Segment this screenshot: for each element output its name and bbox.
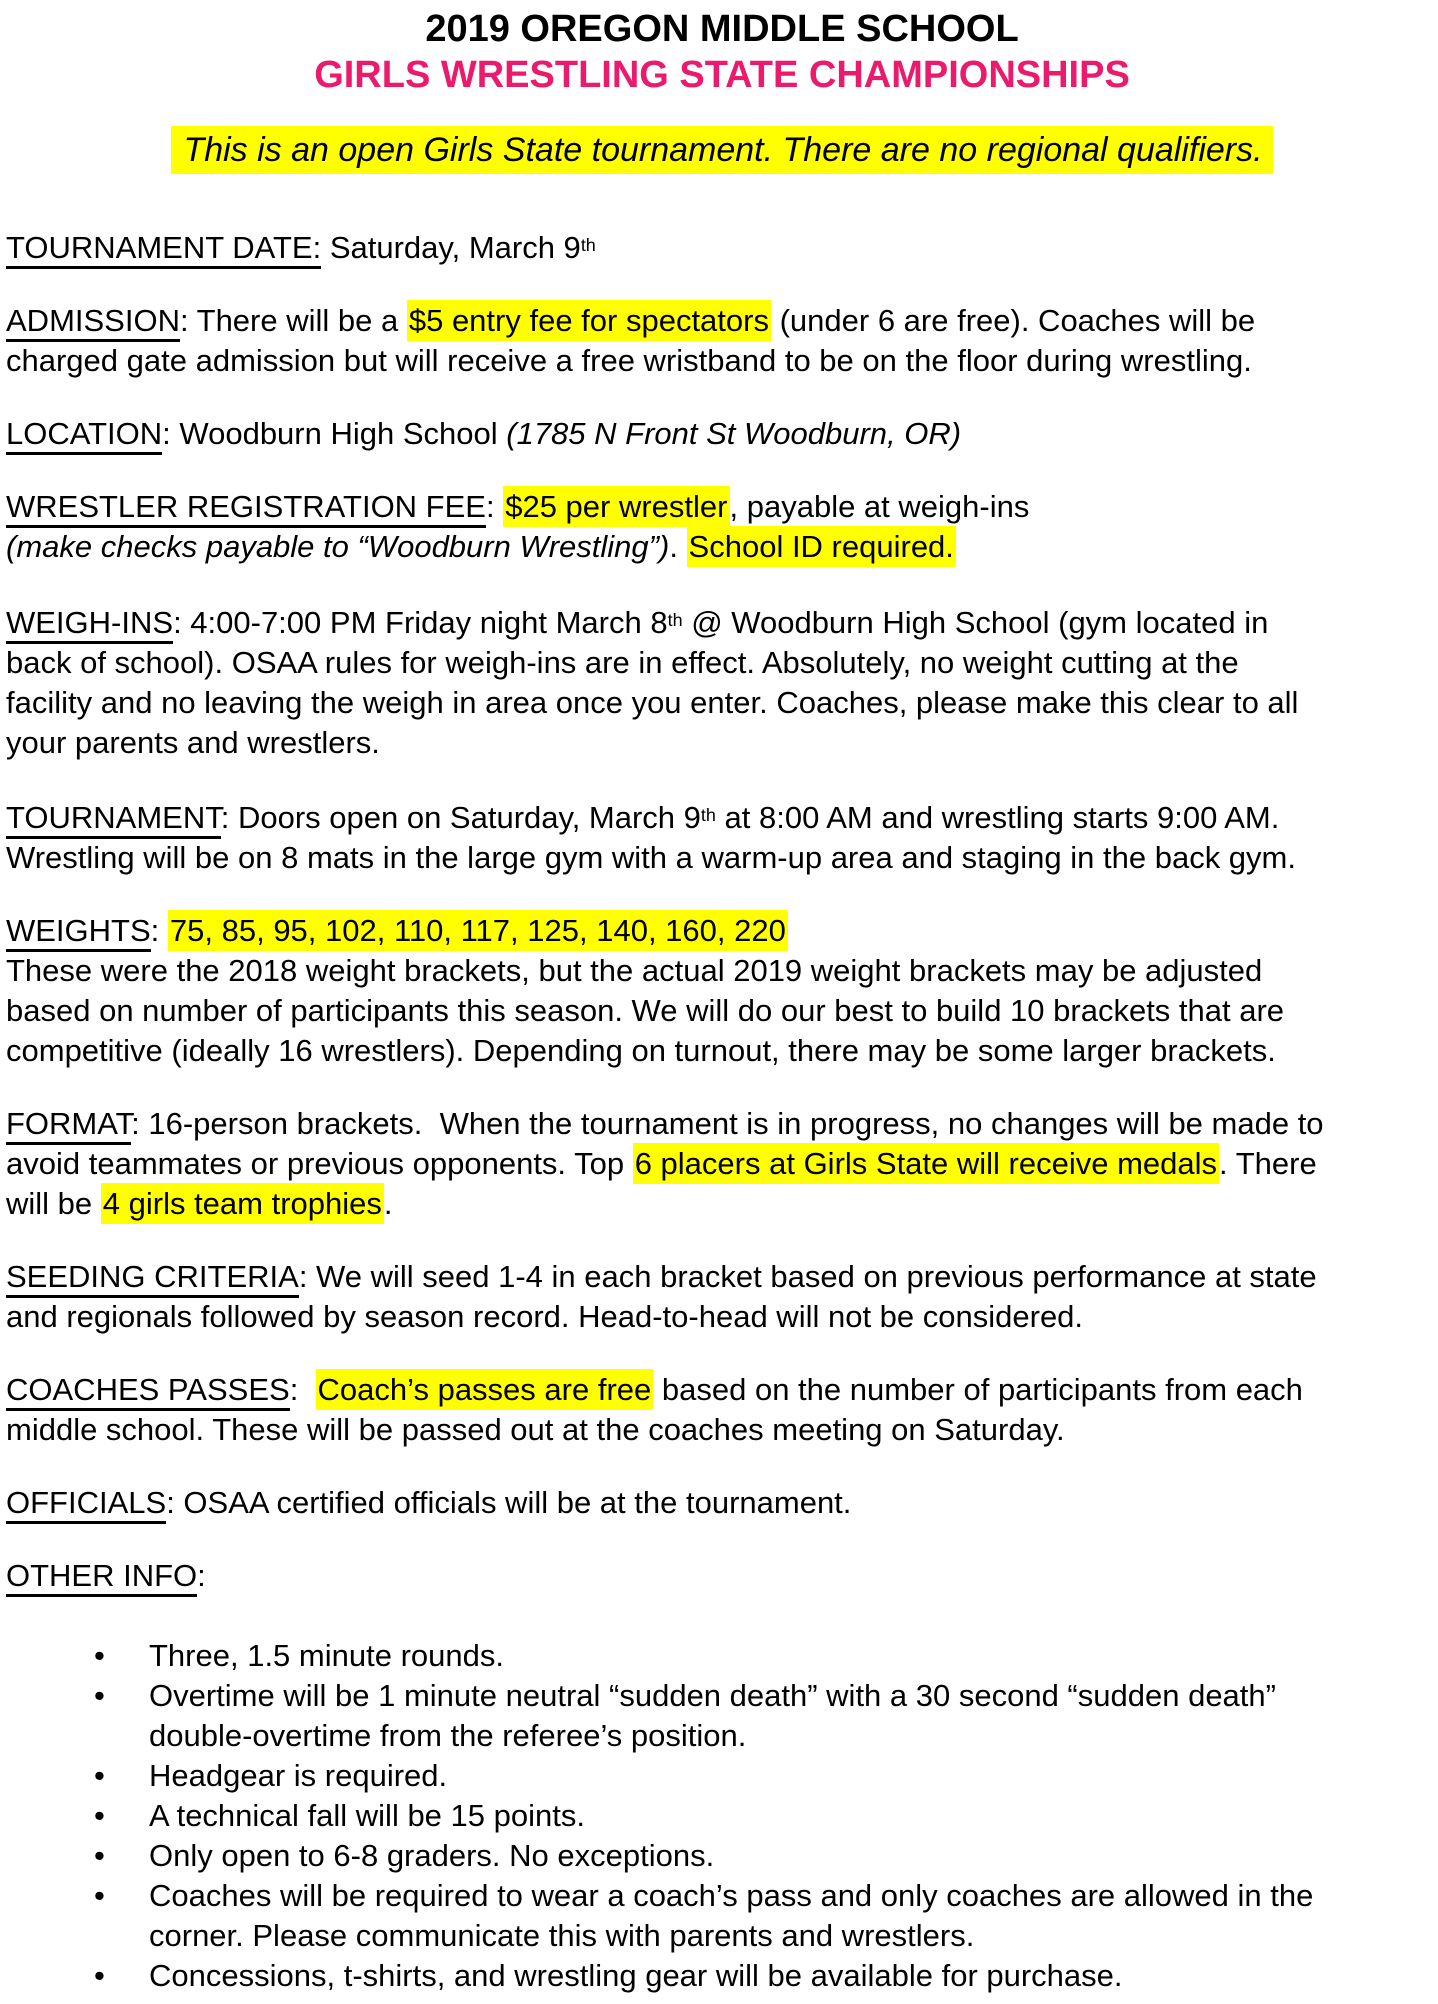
medals-highlight: 6 placers at Girls State will receive medals xyxy=(633,1143,1219,1184)
admission-text-c: charged gate admission but will receive a free wristband to be on the floor during wrestling. xyxy=(6,342,1252,378)
checks-payable-note: (make checks payable to “Woodburn Wrestling”) xyxy=(6,528,670,564)
format-text-d: will be xyxy=(6,1186,101,1222)
section-weighins xyxy=(6,600,1438,763)
weighins-text-c: back of school). OSAA rules for weigh-ins are in effect. Absolutely, no weight cutting at the xyxy=(6,644,1239,680)
list-item xyxy=(6,1796,1438,1836)
section-weights xyxy=(6,911,1438,1071)
bullet-overtime-line-1: Overtime will be 1 minute neutral “sudden death” with a 30 second “sudden death” xyxy=(149,1678,1276,1714)
section-coaches-passes xyxy=(6,1370,1438,1450)
seeding-heading: SEEDING CRITERIA xyxy=(6,1259,299,1298)
title-line-event: GIRLS WRESTLING STATE CHAMPIONSHIPS xyxy=(314,54,1130,96)
weights-text-a: : xyxy=(150,913,168,949)
weights-line-1 xyxy=(6,910,788,952)
admission-text-a: : There will be a xyxy=(179,302,407,338)
weights-text-d: competitive (ideally 16 wrestlers). Depending on turnout, there may be some larger brackets. xyxy=(6,1033,1276,1069)
tournament-date-line xyxy=(6,230,596,265)
seeding-line-1 xyxy=(6,1259,1317,1298)
ordinal-suffix: th xyxy=(667,609,683,630)
registration-text-a: : xyxy=(485,488,504,524)
weighins-text-e: your parents and wrestlers. xyxy=(6,724,380,760)
weighins-line-1 xyxy=(6,605,1268,640)
weights-heading: WEIGHTS xyxy=(6,913,151,952)
format-line-1 xyxy=(6,1106,1324,1145)
other-info-list xyxy=(6,1636,1438,1996)
weighins-line-2 xyxy=(6,645,1239,680)
ordinal-suffix: th xyxy=(700,805,716,826)
admission-line-2 xyxy=(6,343,1252,378)
coaches-passes-heading: COACHES PASSES xyxy=(6,1372,290,1411)
admission-line-1 xyxy=(6,300,1255,342)
bullet-grades: Only open to 6-8 graders. No exceptions. xyxy=(149,1838,715,1874)
tournament-heading: TOURNAMENT xyxy=(6,800,221,839)
format-line-3 xyxy=(6,1183,393,1224)
tournament-text-c: Wrestling will be on 8 mats in the large gym with a warm-up area and staging in the back gym. xyxy=(6,840,1296,876)
registration-line-1 xyxy=(6,486,1029,528)
bullet-technical-fall: A technical fall will be 15 points. xyxy=(149,1798,585,1834)
banner-highlight-text: This is an open Girls State tournament. There are no regional qualifiers. xyxy=(171,126,1272,174)
coaches-passes-line-1 xyxy=(6,1369,1303,1411)
officials-line xyxy=(6,1485,851,1524)
officials-heading: OFFICIALS xyxy=(6,1485,166,1524)
bullet-headgear: Headgear is required. xyxy=(149,1758,448,1794)
weighins-heading: WEIGH-INS xyxy=(6,605,173,644)
format-line-2 xyxy=(6,1143,1317,1184)
bullet-concessions: Concessions, t-shirts, and wrestling gear will be available for purchase. xyxy=(149,1958,1123,1994)
location-school: : Woodburn High School xyxy=(162,415,507,451)
registration-text-b: , payable at weigh-ins xyxy=(729,488,1030,524)
coaches-passes-text-b: based on the number of participants from each xyxy=(653,1372,1303,1408)
section-registration-fee xyxy=(6,487,1438,567)
admission-text-b: (under 6 are free). Coaches will be xyxy=(770,302,1256,338)
registration-text-c: . xyxy=(669,528,687,564)
section-tournament-date xyxy=(6,225,1438,268)
list-item xyxy=(6,1876,1438,1956)
list-item xyxy=(6,1836,1438,1876)
list-item xyxy=(6,1756,1438,1796)
weighins-line-3 xyxy=(6,685,1298,720)
title-line-year: 2019 OREGON MIDDLE SCHOOL xyxy=(425,8,1019,50)
section-format xyxy=(6,1104,1438,1224)
format-heading: FORMAT xyxy=(6,1106,131,1145)
section-location xyxy=(6,414,1438,454)
admission-fee-highlight: $5 entry fee for spectators xyxy=(407,300,771,341)
weights-line-2 xyxy=(6,953,1262,988)
bullet-coach-pass-line-1: Coaches will be required to wear a coach’s pass and only coaches are allowed in the xyxy=(149,1878,1314,1914)
free-passes-highlight: Coach’s passes are free xyxy=(316,1369,654,1410)
location-heading: LOCATION xyxy=(6,416,162,455)
tournament-line-2 xyxy=(6,840,1296,875)
weighins-text-a: : 4:00-7:00 PM Friday night March 8 xyxy=(173,604,668,640)
registration-fee-highlight: $25 per wrestler xyxy=(503,486,729,527)
bullet-coach-pass-line-2: corner. Please communicate this with parents and wrestlers. xyxy=(149,1918,975,1954)
weights-line-4 xyxy=(6,1033,1276,1068)
tournament-date-value: Saturday, March 9 xyxy=(321,229,581,265)
open-tournament-banner xyxy=(6,126,1438,175)
weighins-text-b: @ Woodburn High School (gym located in xyxy=(682,604,1269,640)
coaches-passes-text-c: middle school. These will be passed out at the coaches meeting on Saturday. xyxy=(6,1412,1065,1448)
weighins-line-4 xyxy=(6,725,380,760)
format-text-b: avoid teammates or previous opponents. Top xyxy=(6,1146,633,1182)
trophies-highlight: 4 girls team trophies xyxy=(101,1183,384,1224)
tournament-text-a: : Doors open on Saturday, March 9 xyxy=(220,800,701,836)
ordinal-suffix: th xyxy=(580,235,596,255)
registration-heading: WRESTLER REGISTRATION FEE xyxy=(6,489,486,528)
format-text-e: . xyxy=(383,1186,393,1222)
section-admission xyxy=(6,301,1438,381)
weights-line-3 xyxy=(6,993,1284,1028)
location-line xyxy=(6,416,961,455)
seeding-text-a: : We will seed 1-4 in each bracket based on previous performance at state xyxy=(298,1259,1317,1295)
officials-text: : OSAA certified officials will be at the tournament. xyxy=(166,1485,852,1521)
school-id-highlight: School ID required. xyxy=(687,526,956,567)
section-other-info xyxy=(6,1556,1438,1596)
section-seeding xyxy=(6,1257,1438,1337)
seeding-text-b: and regionals followed by season record. Head-to-head will not be considered. xyxy=(6,1299,1084,1335)
weights-text-c: based on number of participants this season. We will do our best to build 10 brackets that are xyxy=(6,993,1285,1029)
tournament-line-1 xyxy=(6,800,1279,835)
other-info-line xyxy=(6,1558,206,1597)
other-info-colon: : xyxy=(197,1558,206,1594)
section-officials xyxy=(6,1483,1438,1523)
registration-line-2 xyxy=(6,526,956,567)
list-item xyxy=(6,1676,1438,1756)
seeding-line-2 xyxy=(6,1299,1083,1334)
weights-text-b: These were the 2018 weight brackets, but the actual 2019 weight brackets may be adjusted xyxy=(6,953,1263,989)
other-info-heading: OTHER INFO xyxy=(6,1558,197,1597)
list-item xyxy=(6,1956,1438,1996)
document-title xyxy=(6,6,1438,98)
tournament-text-b: at 8:00 AM and wrestling starts 9:00 AM. xyxy=(715,800,1280,836)
section-tournament xyxy=(6,796,1438,879)
list-item xyxy=(6,1636,1438,1676)
bullet-overtime-line-2: double-overtime from the referee’s position. xyxy=(149,1718,747,1754)
tournament-date-heading: TOURNAMENT DATE: xyxy=(6,230,321,269)
location-address: (1785 N Front St Woodburn, OR) xyxy=(506,415,962,451)
admission-heading: ADMISSION xyxy=(6,303,180,342)
weighins-text-d: facility and no leaving the weigh in area once you enter. Coaches, please make this clear to all xyxy=(6,684,1299,720)
format-text-a: : 16-person brackets. When the tournament is in progress, no changes will be made to xyxy=(131,1106,1324,1142)
coaches-passes-line-2 xyxy=(6,1412,1065,1447)
coaches-passes-text-a: : xyxy=(289,1372,316,1408)
weights-list-highlight: 75, 85, 95, 102, 110, 117, 125, 140, 160, 220 xyxy=(168,910,788,951)
format-text-c: . There xyxy=(1219,1146,1317,1182)
bullet-rounds: Three, 1.5 minute rounds. xyxy=(149,1638,504,1674)
